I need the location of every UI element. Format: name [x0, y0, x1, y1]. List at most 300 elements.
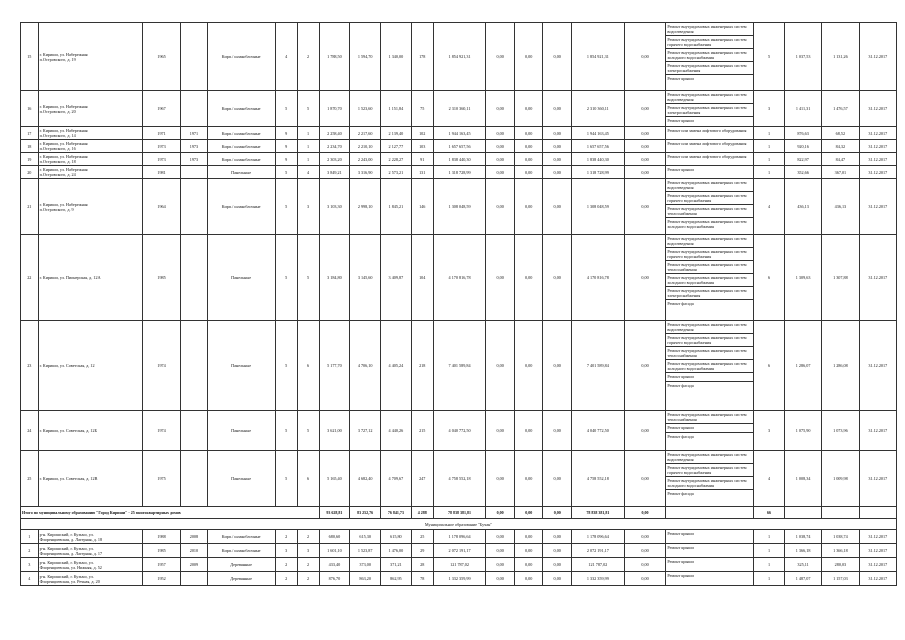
cell-addr: г. Кириши, ул. Советская, д. 12: [38, 321, 142, 411]
cell-year: 1964: [142, 179, 180, 235]
cell-c5: 0,00: [624, 153, 666, 166]
cell-year2: [181, 179, 207, 235]
cell-c2: 0,00: [514, 558, 543, 572]
cell-p2: 1 073,96: [822, 411, 859, 451]
cell-area2: 3 145,60: [350, 235, 381, 321]
cell-year2: [181, 23, 207, 91]
cell-year: 1973: [142, 140, 180, 153]
cell-c1: 0,00: [486, 23, 515, 91]
cell-area3: 2 127,77: [381, 140, 412, 153]
cell-type: Кирп./ шлакоблочные: [207, 153, 275, 166]
cell-area2: 373,00: [350, 558, 381, 572]
cell-c4: 1 178 096,64: [571, 530, 624, 544]
cell-year: 1974: [142, 411, 180, 451]
cell-c3: 0,00: [543, 572, 572, 586]
cell-area: 5 177,70: [319, 321, 350, 411]
cell-c3: 0,00: [543, 530, 572, 544]
total-area: 93 628,81: [319, 507, 350, 519]
municipality-header-row: [21, 519, 897, 530]
cell-people: 28: [411, 558, 433, 572]
cell-c2: 0,00: [514, 411, 543, 451]
cell-year: 1952: [142, 572, 180, 586]
cell-c4: 1 318 728,99: [571, 166, 624, 179]
cell-date: 31.12.2017: [859, 411, 896, 451]
cell-nworks: 3: [754, 91, 785, 127]
table-total-section: [21, 507, 897, 530]
works-cell: [666, 235, 754, 321]
cell-p2: 68,52: [822, 127, 859, 140]
cell-year2: 1973: [181, 140, 207, 153]
cell-date: 31.12.2017: [859, 140, 896, 153]
cell-floors: 2: [275, 530, 297, 544]
cell-year2: [181, 91, 207, 127]
cell-p2: 84,47: [822, 153, 859, 166]
cell-c1: 0,00: [486, 153, 515, 166]
cell-floors: 9: [275, 140, 297, 153]
cell-cost: 1 318 728,99: [433, 166, 486, 179]
cell-ent: 1: [297, 127, 319, 140]
cell-year: 1965: [142, 23, 180, 91]
cell-ent: 3: [297, 544, 319, 558]
cell-area3: 2 139,40: [381, 127, 412, 140]
cell-cost: 1 332 359,99: [433, 572, 486, 586]
cell-area3: 3 409,87: [381, 235, 412, 321]
cell-area2: 4 706,10: [350, 321, 381, 411]
cell-type: Кирп./ шлакоблочные: [207, 91, 275, 127]
cell-c4: 1 838 440,30: [571, 153, 624, 166]
table-row: [21, 23, 897, 91]
cell-area3: 4 405,24: [381, 321, 412, 411]
cell-ent: 2: [297, 572, 319, 586]
cell-floors: 5: [275, 179, 297, 235]
cell-c5: 0,00: [624, 572, 666, 586]
work-item: Ремонт внутридомовых инженерных систем водоотведения: [666, 179, 753, 192]
total-area2: 83 252,76: [350, 507, 381, 519]
cell-people: 104: [411, 235, 433, 321]
cell-p1: 1 309,63: [784, 235, 821, 321]
cell-area3: 1 845,21: [381, 179, 412, 235]
works-cell: [666, 321, 754, 411]
cell-year2: [181, 235, 207, 321]
total-nworks: 66: [754, 507, 785, 519]
cell-p1: 822,97: [784, 153, 821, 166]
cell-year2: 2010: [181, 544, 207, 558]
cell-nworks: 1: [754, 544, 785, 558]
cell-ent: 3: [297, 179, 319, 235]
table-row: [21, 140, 897, 153]
cell-cost: 1 657 657,56: [433, 140, 486, 153]
cell-year: 1988: [142, 530, 180, 544]
works-cell: [666, 153, 754, 166]
municipality-title: Муниципальное образование "Бучан": [21, 519, 897, 530]
cell-floors: 5: [275, 166, 297, 179]
table-body-city-cont: [21, 235, 897, 507]
work-item: Ремонт фасада: [667, 434, 694, 439]
cell-type: Панельные: [207, 166, 275, 179]
cell-addr: р-н. Киришский, г. Кузьмо, ул. Флоренциевская, д. Лагерная, д. 17: [38, 544, 142, 558]
cell-area2: 1 523,60: [350, 91, 381, 127]
work-item: Ремонт внутридомовых инженерных систем холодного водоснабжения: [666, 49, 753, 62]
cell-c4: 1 332 359,99: [571, 572, 624, 586]
cell-addr: г. Кириши, ул. Набережная п.Островского, д. 24: [38, 166, 142, 179]
work-item: Ремонт внутридомовых инженерных систем горячего водоснабжения: [666, 192, 753, 205]
total-empty-2: [822, 507, 859, 519]
work-item: Ремонт или замена лифтового оборудования: [667, 154, 747, 159]
cell-area3: 371,21: [381, 558, 412, 572]
cell-c3: 0,00: [543, 544, 572, 558]
cell-date: 31.12.2017: [859, 235, 896, 321]
cell-c1: 0,00: [486, 451, 515, 507]
work-item: Ремонт внутридомовых инженерных систем электроснабжения: [666, 104, 753, 117]
cell-cost: 121 787,02: [433, 558, 486, 572]
cell-area3: 1 340,00: [381, 23, 412, 91]
cell-area3: 1 476,00: [381, 544, 412, 558]
cell-area2: 863,20: [350, 572, 381, 586]
cell-area: 3 184,80: [319, 235, 350, 321]
table-row: [21, 127, 897, 140]
cell-c2: 0,00: [514, 127, 543, 140]
cell-c2: 0,00: [514, 166, 543, 179]
table-row: [21, 544, 897, 558]
cell-date: 31.12.2017: [859, 530, 896, 544]
cell-year2: 2008: [181, 530, 207, 544]
cell-area2: 2 243,00: [350, 153, 381, 166]
cell-c1: 0,00: [486, 127, 515, 140]
cell-nworks: 4: [754, 179, 785, 235]
cell-ent: 1: [297, 140, 319, 153]
cell-people: 218: [411, 321, 433, 411]
cell-c4: 7 401 589,84: [571, 321, 624, 411]
cell-type: Кирп./ шлакоблочные: [207, 127, 275, 140]
cell-c5: 0,00: [624, 411, 666, 451]
cell-year2: 2009: [181, 558, 207, 572]
cell-c5: 0,00: [624, 558, 666, 572]
cell-ent: 1: [297, 153, 319, 166]
cell-cost: 1 178 096,64: [433, 530, 486, 544]
cell-area3: 2 573,21: [381, 166, 412, 179]
cell-type: Кирп./ шлакоблочные: [207, 23, 275, 91]
works-cell: [666, 140, 754, 153]
work-item: Ремонт внутридомовых инженерных систем горячего водоснабжения: [666, 36, 753, 49]
total-label: Итого по муниципальному образованию "Город Кириши" - 25 многоквартирных домов: [21, 507, 320, 519]
cell-c2: 0,00: [514, 530, 543, 544]
cell-addr: г. Кириши, ул. Набережная п.Островского, д. 18: [38, 153, 142, 166]
cell-area2: 2 998,10: [350, 179, 381, 235]
total-empty-3: [859, 507, 896, 519]
table-row: [21, 558, 897, 572]
cell-c1: 0,00: [486, 411, 515, 451]
cell-c2: 0,00: [514, 451, 543, 507]
cell-addr: р-н. Киришский, г. Кузьмо, ул. Флоренциевская, ул. Нижняя, д. 52: [38, 558, 142, 572]
cell-cost: 1 308 048,59: [433, 179, 486, 235]
cell-area: 680,60: [319, 530, 350, 544]
cell-area: 1 788,50: [319, 23, 350, 91]
cell-p2: 1 157,03: [822, 572, 859, 586]
total-works-cell: [666, 507, 754, 519]
cell-num: 16: [21, 91, 39, 127]
work-item: Ремонт внутридомовых инженерных систем холодного водоснабжения: [666, 477, 753, 490]
cell-addr: р-н. Киришский, г. Кузьмо, ул. Флоренциевская, д. Лагерная, д. 18: [38, 530, 142, 544]
cell-p2: 1 286,08: [822, 321, 859, 411]
cell-p1: 876,63: [784, 127, 821, 140]
cell-addr: р-н. Киришский, г. Кузьмо, ул. Флоренциевская, ул. Речная, д. 20: [38, 572, 142, 586]
cell-date: 31.12.2017: [859, 23, 896, 91]
cell-floors: 4: [275, 23, 297, 91]
work-item: Ремонт внутридомовых инженерных систем горячего водоснабжения: [666, 464, 753, 477]
cell-c1: 0,00: [486, 179, 515, 235]
cell-p1: 352,66: [784, 166, 821, 179]
total-cost: 78 838 381,81: [433, 507, 486, 519]
cell-nworks: 1: [754, 558, 785, 572]
cell-people: 215: [411, 411, 433, 451]
cell-c4: 2 310 360,11: [571, 91, 624, 127]
cell-area3: 2 228,27: [381, 153, 412, 166]
cell-nworks: 1: [754, 127, 785, 140]
works-cell: [666, 558, 754, 572]
cell-type: Панельные: [207, 235, 275, 321]
cell-date: 31.12.2017: [859, 544, 896, 558]
cell-p2: 1 038,74: [822, 530, 859, 544]
cell-area3: 4 440,26: [381, 411, 412, 451]
cell-c3: 0,00: [543, 235, 572, 321]
cell-c4: 1 308 048,59: [571, 179, 624, 235]
cell-c3: 0,00: [543, 166, 572, 179]
work-item: Ремонт фасада: [667, 383, 694, 388]
cell-type: Кирп./ шлакоблочные: [207, 544, 275, 558]
cell-cost: 4 758 552,18: [433, 451, 486, 507]
works-cell: [666, 572, 754, 586]
cell-area: 433,40: [319, 558, 350, 572]
cell-nworks: 4: [754, 451, 785, 507]
works-cell: [666, 127, 754, 140]
cell-c5: 0,00: [624, 140, 666, 153]
cell-c5: 0,00: [624, 451, 666, 507]
total-area3: 76 841,73: [381, 507, 412, 519]
cell-year: 1985: [142, 235, 180, 321]
work-item: Ремонт фасада: [667, 301, 694, 306]
work-item: Ремонт внутридомовых инженерных систем электроснабжения: [666, 287, 753, 300]
cell-floors: 2: [275, 558, 297, 572]
cell-p2: 1 476,57: [822, 91, 859, 127]
cell-num: 19: [21, 153, 39, 166]
cell-c3: 0,00: [543, 127, 572, 140]
cell-c1: 0,00: [486, 235, 515, 321]
cell-year2: [181, 572, 207, 586]
cell-cost: 2 072 191,17: [433, 544, 486, 558]
work-item: Ремонт внутридомовых инженерных систем горячего водоснабжения: [666, 334, 753, 347]
table-row: [21, 91, 897, 127]
work-item: Ремонт крыши: [667, 76, 694, 81]
cell-floors: 9: [275, 153, 297, 166]
cell-area: 3 621,00: [319, 411, 350, 451]
cell-ent: 2: [297, 558, 319, 572]
cell-c3: 0,00: [543, 321, 572, 411]
cell-area2: 2 210,10: [350, 140, 381, 153]
cell-ent: 2: [297, 530, 319, 544]
cell-area: 1 870,70: [319, 91, 350, 127]
work-item: Ремонт внутридомовых инженерных систем электроснабжения: [666, 62, 753, 75]
cell-year2: [181, 166, 207, 179]
cell-area: 1 601,10: [319, 544, 350, 558]
cell-c3: 0,00: [543, 91, 572, 127]
work-item: Ремонт крыши: [666, 424, 753, 433]
table-row: [21, 153, 897, 166]
cell-cost: 2 310 360,11: [433, 91, 486, 127]
cell-p2: 1 131,26: [822, 23, 859, 91]
cell-num: 15: [21, 23, 39, 91]
cell-c3: 0,00: [543, 558, 572, 572]
cell-p1: 1 037,53: [784, 23, 821, 91]
cell-area2: 4 682,40: [350, 451, 381, 507]
total-c3: 0,00: [543, 507, 572, 519]
cell-area: 3 103,30: [319, 179, 350, 235]
total-empty-1: [784, 507, 821, 519]
work-item: Ремонт крыши: [667, 531, 694, 536]
cell-p2: 436,13: [822, 179, 859, 235]
cell-area2: 2 217,60: [350, 127, 381, 140]
cell-c4: 1 854 921,31: [571, 23, 624, 91]
cell-year2: [181, 411, 207, 451]
cell-cost: 1 854 921,31: [433, 23, 486, 91]
work-item: Ремонт внутридомовых инженерных систем водоотведения: [666, 321, 753, 334]
cell-c1: 0,00: [486, 558, 515, 572]
total-c2: 0,00: [514, 507, 543, 519]
cell-floors: 3: [275, 544, 297, 558]
work-item: Ремонт или замена лифтового оборудования: [667, 128, 747, 133]
cell-date: 31.12.2017: [859, 91, 896, 127]
cell-people: 25: [411, 530, 433, 544]
cell-p2: 84,32: [822, 140, 859, 153]
works-cell: [666, 544, 754, 558]
cell-type: Панельные: [207, 411, 275, 451]
cell-area: 2 303,20: [319, 153, 350, 166]
work-item: Ремонт внутридомовых инженерных систем теплоснабжения: [666, 347, 753, 360]
cell-floors: 5: [275, 321, 297, 411]
cell-addr: г. Кириши, ул. Набережная п.Островского, д. 20: [38, 91, 142, 127]
cell-nworks: 3: [754, 411, 785, 451]
cell-year: 1985: [142, 544, 180, 558]
cell-cost: 4 040 772,50: [433, 411, 486, 451]
cell-c5: 0,00: [624, 321, 666, 411]
repair-program-table: [20, 22, 897, 586]
work-item: Ремонт крыши: [667, 167, 694, 172]
cell-c3: 0,00: [543, 451, 572, 507]
cell-c3: 0,00: [543, 23, 572, 91]
cell-c4: 4 170 816,78: [571, 235, 624, 321]
cell-c4: 1 657 657,56: [571, 140, 624, 153]
cell-date: 31.12.2017: [859, 572, 896, 586]
cell-addr: г. Кириши, ул. Набережная п.Островского, д. 9: [38, 179, 142, 235]
cell-c5: 0,00: [624, 544, 666, 558]
works-cell: [666, 179, 754, 235]
cell-area3: 4 709,67: [381, 451, 412, 507]
cell-c5: 0,00: [624, 127, 666, 140]
cell-floors: 5: [275, 91, 297, 127]
cell-p1: 1 411,31: [784, 91, 821, 127]
work-item: Ремонт крыши: [667, 559, 694, 564]
table-row: [21, 572, 897, 586]
cell-year2: [181, 321, 207, 411]
cell-people: 247: [411, 451, 433, 507]
cell-p1: 1 075,90: [784, 411, 821, 451]
cell-nworks: 6: [754, 321, 785, 411]
works-cell: [666, 23, 754, 91]
cell-p1: 1 008,34: [784, 451, 821, 507]
cell-c5: 0,00: [624, 91, 666, 127]
cell-p1: 325,11: [784, 558, 821, 572]
cell-ent: 4: [297, 166, 319, 179]
work-item: Ремонт крыши: [667, 118, 694, 123]
cell-num: 1: [21, 530, 39, 544]
cell-p2: 1 009,98: [822, 451, 859, 507]
work-item: Ремонт крыши: [667, 573, 694, 578]
cell-c1: 0,00: [486, 530, 515, 544]
table-row: [21, 179, 897, 235]
cell-year: 1957: [142, 558, 180, 572]
cell-year2: [181, 451, 207, 507]
cell-type: Панельные: [207, 321, 275, 411]
cell-people: 91: [411, 153, 433, 166]
cell-num: 25: [21, 451, 39, 507]
cell-area: 2 234,70: [319, 140, 350, 153]
cell-type: Деревянные: [207, 558, 275, 572]
cell-floors: 9: [275, 127, 297, 140]
work-item: Ремонт крыши: [667, 545, 694, 550]
cell-cost: 1 838 440,30: [433, 153, 486, 166]
cell-area3: 862,95: [381, 572, 412, 586]
cell-people: 102: [411, 127, 433, 140]
cell-addr: г. Кириши, ул. Пионерская, д. 12А: [38, 235, 142, 321]
cell-ent: 6: [297, 451, 319, 507]
cell-num: 4: [21, 572, 39, 586]
cell-year: 1974: [142, 321, 180, 411]
table-row: [21, 235, 897, 321]
cell-p2: 280,03: [822, 558, 859, 572]
total-people: 4 288: [411, 507, 433, 519]
cell-p2: 1 307,88: [822, 235, 859, 321]
cell-date: 31.12.2017: [859, 451, 896, 507]
cell-date: 31.12.2017: [859, 127, 896, 140]
cell-p1: 1 038,74: [784, 530, 821, 544]
table-row: [21, 166, 897, 179]
table-row: [21, 321, 897, 411]
cell-c1: 0,00: [486, 91, 515, 127]
cell-area2: 1 523,87: [350, 544, 381, 558]
cell-c1: 0,00: [486, 544, 515, 558]
work-item: Ремонт внутридомовых инженерных систем водоотведения: [666, 91, 753, 104]
work-item: Ремонт или замена лифтового оборудования: [667, 141, 747, 146]
cell-people: 75: [411, 91, 433, 127]
work-item: Ремонт фасада: [667, 491, 694, 496]
work-item: Ремонт внутридомовых инженерных систем теплоснабжения: [666, 205, 753, 218]
cell-p1: 1 286,07: [784, 321, 821, 411]
cell-c4: 2 072 191,17: [571, 544, 624, 558]
cell-year: 1973: [142, 153, 180, 166]
cell-people: 78: [411, 572, 433, 586]
cell-area2: 3 316,90: [350, 166, 381, 179]
table-row: [21, 411, 897, 451]
cell-type: Кирп./ шлакоблочные: [207, 140, 275, 153]
works-cell: [666, 451, 754, 507]
cell-p1: 1 366,18: [784, 544, 821, 558]
cell-addr: г. Кириши, ул. Набережная п.Островского, д. 16: [38, 140, 142, 153]
cell-area2: 3 727,12: [350, 411, 381, 451]
cell-date: 31.12.2017: [859, 166, 896, 179]
work-item: Ремонт внутридомовых инженерных систем теплоснабжения: [666, 411, 753, 424]
work-item: Ремонт внутридомовых инженерных систем водоотведения: [666, 451, 753, 464]
works-cell: [666, 91, 754, 127]
cell-area3: 615,80: [381, 530, 412, 544]
